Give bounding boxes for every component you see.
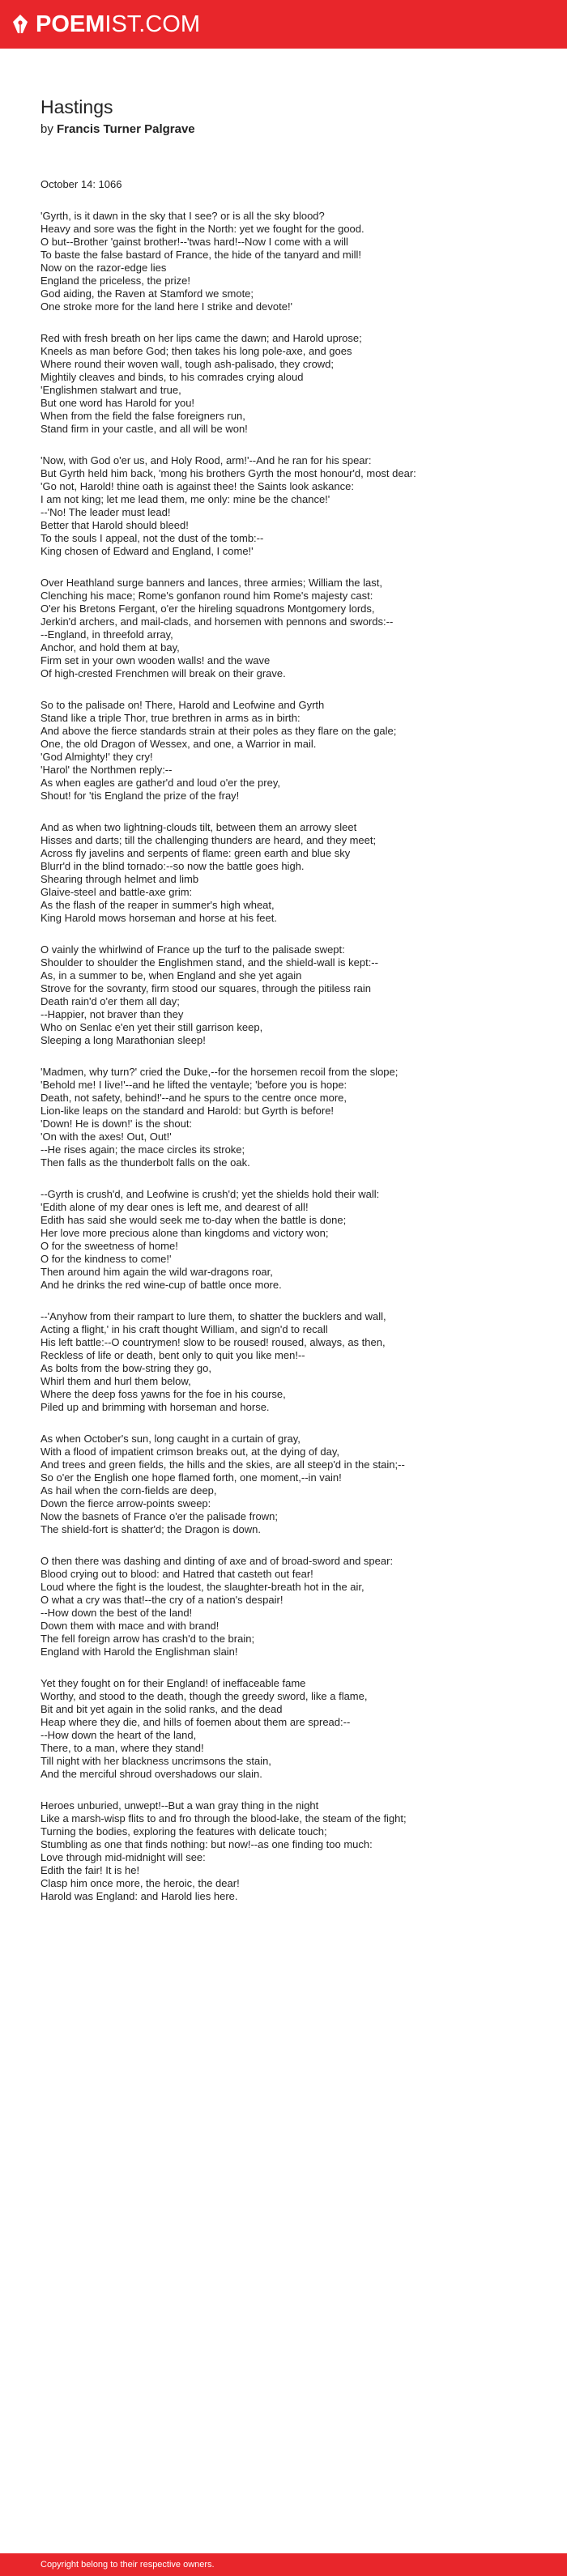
poem-line: Jerkin'd archers, and mail-clads, and horsemen with pennons and swords:-- (40, 615, 394, 628)
poem-line: Then around him again the wild war-dragons roar, (40, 1266, 273, 1278)
poem-line: Down the fierce arrow-points sweep: (40, 1497, 211, 1509)
poem-line: Over Heathland surge banners and lances, three armies; William the last, (40, 577, 382, 589)
poem-line: Edith has said she would seek me to-day when the battle is done; (40, 1214, 347, 1226)
poem-line: 'Madmen, why turn?' cried the Duke,--for the horsemen recoil from the slope; (40, 1066, 399, 1078)
poem-line: Lion-like leaps on the standard and Harold: but Gyrth is before! (40, 1105, 335, 1117)
poem-line: So o'er the English one hope flamed forth, one moment,--in vain! (40, 1471, 342, 1484)
poem-line: His left battle:--O countrymen! slow to be roused! roused, always, as then, (40, 1336, 386, 1348)
poem-line: --Happier, not braver than they (40, 1008, 184, 1020)
poem-line: --Gyrth is crush'd, and Leofwine is crush'd; yet the shields hold their wall: (40, 1188, 380, 1200)
poem-line: I am not king; let me lead them, me only: mine be the chance!' (40, 493, 330, 505)
poem-line: 'Down! He is down!' is the shout: (40, 1118, 193, 1130)
poem-line: O'er his Bretons Fergant, o'er the hireling squadrons Montgomery lords, (40, 602, 375, 615)
poem-line: Bit and bit yet again in the solid ranks, and the dead (40, 1703, 283, 1715)
poem-line: Shearing through helmet and limb (40, 873, 199, 885)
poem-line: October 14: 1066 (40, 178, 122, 190)
poem-stanza (40, 1066, 518, 1169)
poem-line: Acting a flight,' in his craft thought William, and sign'd to recall (40, 1323, 328, 1335)
poem-line: Mightily cleaves and binds, to his comrades crying aloud (40, 371, 304, 383)
poem-line: To baste the false bastard of France, the hide of the tanyard and mill! (40, 249, 362, 261)
poem-line: Reckless of life or death, bent only to quit you like men!-- (40, 1349, 305, 1361)
poem-line: Across fly javelins and serpents of flame: green earth and blue sky (40, 847, 351, 859)
poem-line: --How down the heart of the land, (40, 1729, 197, 1741)
poem-line: O vainly the whirlwind of France up the turf to the palisade swept: (40, 943, 345, 956)
poem-line: Strove for the sovranty, firm stood our squares, through the pitiless rain (40, 982, 372, 994)
poem-line: Stand like a triple Thor, true brethren in arms as in birth: (40, 712, 301, 724)
poem-line: Yet they fought on for their England! of ineffaceable fame (40, 1677, 306, 1689)
poem-title: Hastings (40, 96, 113, 117)
poem-line: As when October's sun, long caught in a curtain of gray, (40, 1433, 301, 1445)
poem-stanza (40, 332, 518, 436)
poem-line: O what a cry was that!--the cry of a nation's despair! (40, 1594, 284, 1606)
byline-prefix: by (40, 122, 58, 136)
poem-line: Harold was England: and Harold lies here. (40, 1890, 238, 1902)
poem-line: --'Anyhow from their rampart to lure them, to shatter the bucklers and wall, (40, 1310, 386, 1322)
poem-line: Shout! for 'tis England the prize of the fray! (40, 790, 240, 802)
pen-nib-icon (11, 14, 29, 35)
poem-line: --How down the best of the land! (40, 1607, 193, 1619)
poem-line: Kneels as man before God; then takes his long pole-axe, and goes (40, 345, 352, 357)
poem-line: 'God Almighty!' they cry! (40, 751, 153, 763)
poem-stanza (40, 699, 518, 803)
poem-line: Hisses and darts; till the challenging thunders are heard, and they meet; (40, 834, 377, 846)
site-header (0, 0, 567, 49)
poem-stanza (40, 178, 518, 191)
poem-line: 'Englishmen stalwart and true, (40, 384, 181, 396)
poem-line: Now on the razor-edge lies (40, 262, 167, 274)
poem-line: O then there was dashing and dinting of axe and of broad-sword and spear: (40, 1555, 394, 1567)
poem-line: 'Gyrth, is it dawn in the sky that I see? or is all the sky blood? (40, 210, 325, 222)
poem-line: Then falls as the thunderbolt falls on the oak. (40, 1156, 250, 1169)
poem-line: Anchor, and hold them at bay, (40, 641, 180, 654)
poem-line: England with Harold the Englishman slain! (40, 1646, 238, 1658)
poem-line: --'No! The leader must lead! (40, 506, 171, 518)
poem-line: Whirl them and hurl them below, (40, 1375, 191, 1387)
poem-line: 'Behold me! I live!'--and he lifted the ventayle; 'before you is hope: (40, 1079, 347, 1091)
poem-line: And the merciful shroud overshadows our slain. (40, 1768, 262, 1780)
poem-line: Where round their woven wall, tough ash-palisado, they crowd; (40, 358, 335, 370)
poem-line: 'On with the axes! Out, Out!' (40, 1130, 172, 1143)
poem-stanza (40, 1677, 518, 1781)
poem-line: 'Edith alone of my dear ones is left me, and dearest of all! (40, 1201, 309, 1213)
logo-rest-text: IST.COM (104, 11, 201, 37)
poem-line: Piled up and brimming with horseman and horse. (40, 1401, 270, 1413)
poem-line: Firm set in your own wooden walls! and the wave (40, 654, 271, 666)
poem-line: Stand firm in your castle, and all will be won! (40, 423, 248, 435)
poem-line: There, to a man, where they stand! (40, 1742, 204, 1754)
poem-line: Clenching his mace; Rome's gonfanon round him Rome's majesty cast: (40, 590, 373, 602)
poem-line: --England, in threefold array, (40, 628, 173, 641)
poem-line: Blurr'd in the blind tornado:--so now the battle goes high. (40, 860, 305, 872)
poem-line: Better that Harold should bleed! (40, 519, 189, 531)
poem-line: King Harold mows horseman and horse at his feet. (40, 912, 277, 924)
poem-line: Heavy and sore was the fight in the North: yet we fought for the good. (40, 223, 364, 235)
poem-line: And above the fierce standards strain at their poles as they flare on the gale; (40, 725, 397, 737)
poem-line: Glaive-steel and battle-axe grim: (40, 886, 193, 898)
poem-line: As hail when the corn-fields are deep, (40, 1484, 217, 1497)
poem-line: O but--Brother 'gainst brother!--'twas hard!--Now I come with a will (40, 236, 348, 248)
poem-stanza (40, 1188, 518, 1292)
poem-stanza (40, 1310, 518, 1414)
poem-line: Down them with mace and with brand! (40, 1620, 220, 1632)
poem-line: With a flood of impatient crimson breaks out, at the dying of day, (40, 1446, 340, 1458)
poem-line: As bolts from the bow-string they go, (40, 1362, 211, 1374)
poem-line: 'Harol' the Northmen reply:-- (40, 764, 173, 776)
poem-line: So to the palisade on! There, Harold and Leofwine and Gyrth (40, 699, 325, 711)
copyright-text: Copyright belong to their respective owners. (40, 2560, 215, 2570)
poem-line: Now the basnets of France o'er the palisade frown; (40, 1510, 278, 1522)
poem-line: As when eagles are gather'd and loud o'er the prey, (40, 777, 280, 789)
poem-line: One, the old Dragon of Wessex, and one, a Warrior in mail. (40, 738, 317, 750)
poem-line: Blood crying out to blood: and Hatred that casteth out fear! (40, 1568, 313, 1580)
poem-line: Shoulder to shoulder the Englishmen stand, and the shield-wall is kept:-- (40, 956, 378, 969)
poem-line: Stumbling as one that finds nothing: but now!--as one finding too much: (40, 1838, 373, 1850)
poem-stanza (40, 1555, 518, 1658)
poem-line: Death, not safety, behind!'--and he spurs to the centre once more, (40, 1092, 347, 1104)
poem-stanza (40, 210, 518, 313)
poem-byline (40, 121, 518, 138)
poem-line: And as when two lightning-clouds tilt, between them an arrowy sleet (40, 821, 357, 833)
poem-line: Like a marsh-wisp flits to and fro through the blood-lake, the steam of the fight; (40, 1812, 407, 1824)
poem-line: Heap where they die, and hills of foemen about them are spread:-- (40, 1716, 351, 1728)
poem-line: The shield-fort is shatter'd; the Dragon is down. (40, 1523, 262, 1535)
poem-line: King chosen of Edward and England, I come!' (40, 545, 254, 557)
poem-line: The fell foreign arrow has crash'd to the brain; (40, 1633, 255, 1645)
site-footer (0, 2553, 567, 2576)
poem-stanza (40, 454, 518, 558)
poem-line: Of high-crested Frenchmen will break on their grave. (40, 667, 286, 679)
poem-line: O for the sweetness of home! (40, 1240, 178, 1252)
poem-line: But Gyrth held him back, 'mong his brothers Gyrth the most honour'd, most dear: (40, 467, 416, 479)
logo-bold-text: POEM (36, 11, 105, 37)
poem-line: To the souls I appeal, not the dust of the tomb:-- (40, 532, 264, 544)
poem-line: Who on Senlac e'en yet their still garrison keep, (40, 1021, 263, 1033)
poem-stanza (40, 577, 518, 680)
poem-stanza (40, 1433, 518, 1536)
poem-line: Love through mid-midnight will see: (40, 1851, 206, 1863)
poem-line: Death rain'd o'er them all day; (40, 995, 180, 1007)
poem-line: And he drinks the red wine-cup of battle once more. (40, 1279, 282, 1291)
poem-line: Sleeping a long Marathonian sleep! (40, 1034, 206, 1046)
poem-line: --He rises again; the mace circles its stroke; (40, 1143, 245, 1156)
poem-line: O for the kindness to come!' (40, 1253, 172, 1265)
poem-line: When from the field the false foreigners run, (40, 410, 245, 422)
poem-line: Clasp him once more, the heroic, the dear! (40, 1877, 240, 1889)
author-link[interactable]: Francis Turner Palgrave (57, 122, 195, 136)
poem-line: England the priceless, the prize! (40, 275, 190, 287)
poem-body (40, 178, 518, 1903)
poem-line: 'Go not, Harold! thine oath is against thee! the Saints look askance: (40, 480, 354, 492)
poem-line: But one word has Harold for you! (40, 397, 195, 409)
poem-stanza (40, 943, 518, 1047)
poem-stanza (40, 821, 518, 925)
poem-line: Worthy, and stood to the death, though the greedy sword, like a flame, (40, 1690, 368, 1702)
poem-line: God aiding, the Raven at Stamford we smote; (40, 287, 254, 300)
poem-stanza (40, 1799, 518, 1903)
poem-line: One stroke more for the land here I strike and devote!' (40, 300, 293, 313)
poem-line: Loud where the fight is the loudest, the slaughter-breath hot in the air, (40, 1581, 364, 1593)
site-logo-link[interactable] (11, 13, 200, 36)
poem-line: Turning the bodies, exploring the features with delicate touch; (40, 1825, 327, 1837)
poem-line: 'Now, with God o'er us, and Holy Rood, arm!'--And he ran for his spear: (40, 454, 372, 466)
poem-line: Heroes unburied, unwept!--But a wan gray thing in the night (40, 1799, 319, 1812)
poem-line: Till night with her blackness uncrimsons the stain, (40, 1755, 271, 1767)
poem-line: Edith the fair! It is he! (40, 1864, 140, 1876)
poem-line: Her love more precious alone than kingdoms and victory won; (40, 1227, 329, 1239)
poem-line: And trees and green fields, the hills and the skies, are all steep'd in the stain;-- (40, 1458, 405, 1471)
poem-line: As, in a summer to be, when England and she yet again (40, 969, 302, 981)
poem-line: Red with fresh breath on her lips came the dawn; and Harold uprose; (40, 332, 362, 344)
poem-line: Where the deep foss yawns for the foe in his course, (40, 1388, 286, 1400)
poem-content (0, 49, 518, 1903)
site-logo-text (36, 13, 200, 36)
poem-line: As the flash of the reaper in summer's high wheat, (40, 899, 275, 911)
